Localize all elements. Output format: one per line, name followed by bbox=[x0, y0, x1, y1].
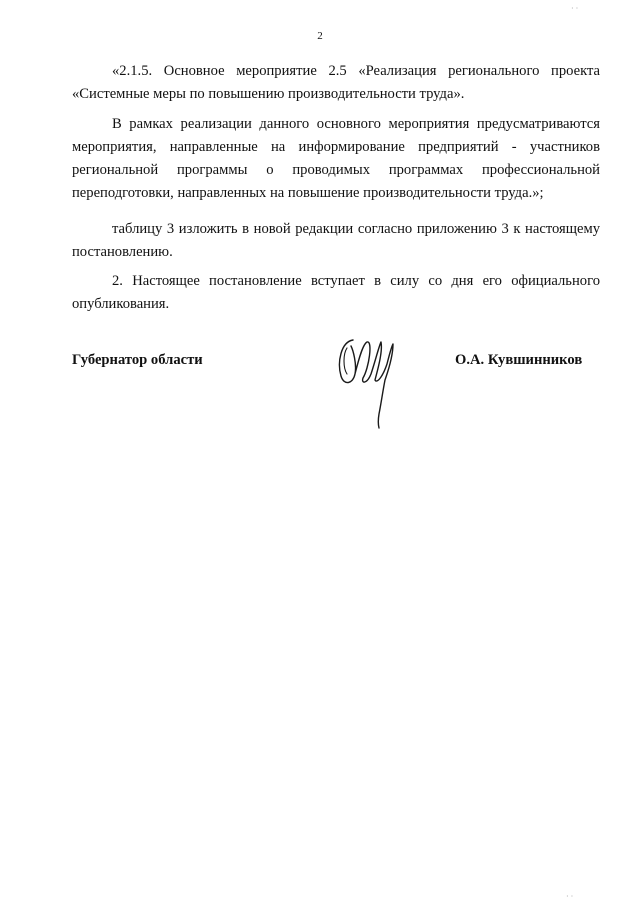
scan-mark: · · bbox=[566, 892, 574, 901]
page-number: 2 bbox=[317, 30, 323, 42]
paragraph-text: таблицу 3 изложить в новой редакции согласно приложению 3 к настоящему постановлению. bbox=[72, 221, 600, 260]
scan-mark: · · bbox=[571, 4, 579, 13]
paragraph-text: В рамках реализации данного основного мероприятия предусматриваются мероприятия, направленные на информирование предприятий - участников региональной программы о проводимых программах профессиональной переподготовки, направленных на повышение производительности труда.»; bbox=[72, 116, 600, 201]
paragraph-text: «2.1.5. Основное мероприятие 2.5 «Реализация регионального проекта «Системные меры по повышению производительности труда». bbox=[72, 63, 600, 102]
paragraph-effective-date bbox=[72, 270, 600, 316]
paragraph-description bbox=[72, 113, 600, 205]
signatory-name: О.А. Кувшинников bbox=[455, 352, 583, 368]
paragraph-table-instruction bbox=[72, 218, 600, 264]
handwritten-signature bbox=[333, 328, 399, 432]
paragraph-text: 2. Настоящее постановление вступает в силу со дня его официального опубликования. bbox=[72, 273, 600, 312]
signatory-position: Губернатор области bbox=[72, 352, 203, 368]
paragraph-section-heading bbox=[72, 60, 600, 106]
